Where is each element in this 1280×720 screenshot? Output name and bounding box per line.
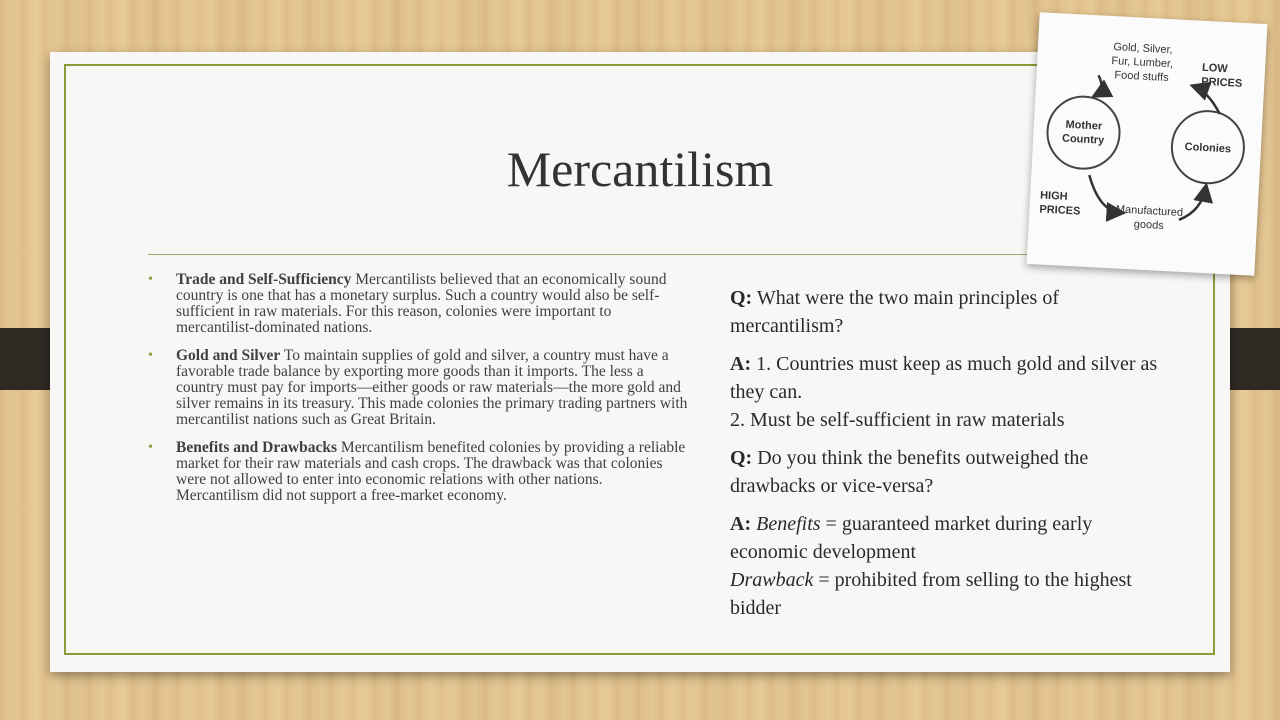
bullet-text: Mercantilism benefited colonies by providing a reliable market for their raw materials and cash crops. The drawback was that colonies were not allowed to enter into economic relations with other nations. Mercantilism did not support a free-market economy. — [176, 439, 686, 504]
a2-drawback-text: = prohibited from selling to the highest bidder — [730, 569, 1132, 619]
low-prices-label-2: PRICES — [1201, 75, 1243, 90]
a1-line2: 2. Must be self-sufficient in raw materials — [730, 409, 1065, 431]
answer-1 — [730, 350, 1170, 434]
answer-2 — [730, 510, 1170, 622]
bullet-heading: Benefits and Drawbacks — [176, 439, 338, 456]
bullet-trade-self-sufficiency — [148, 272, 688, 336]
qa-section — [730, 284, 1170, 632]
bullet-heading: Trade and Self-Sufficiency — [176, 271, 352, 288]
bullet-dot-icon: • — [148, 272, 153, 287]
mother-country-circle — [1046, 95, 1122, 171]
mother-label-2: Country — [1061, 132, 1105, 147]
trade-cycle-diagram — [1027, 12, 1268, 276]
a2-benefits-word: Benefits — [756, 513, 821, 535]
manufactured-label-2: goods — [1133, 218, 1165, 232]
bullet-benefits-drawbacks — [148, 440, 688, 504]
question-1 — [730, 284, 1170, 340]
goods-label-1: Gold, Silver, — [1113, 41, 1173, 57]
mercantilism-diagram-photo — [1027, 12, 1268, 276]
a2-benefits-text: = guaranteed market during early economic development — [730, 513, 1093, 563]
goods-label-3: Food stuffs — [1114, 69, 1169, 85]
a2-drawback-word: Drawback — [730, 569, 814, 591]
arrow-from-colonies-icon — [1193, 86, 1221, 113]
arrow-to-colonies-icon — [1179, 186, 1206, 221]
title-divider — [148, 254, 1133, 255]
a2-label: A: — [730, 513, 752, 535]
q2-label: Q: — [730, 447, 753, 469]
q2-text: Do you think the benefits outweighed the drawbacks or vice-versa? — [730, 447, 1089, 497]
q1-label: Q: — [730, 287, 753, 309]
colonies-label: Colonies — [1184, 140, 1232, 156]
bullet-list — [148, 272, 688, 516]
a1-label: A: — [730, 353, 752, 375]
arrow-to-mother-icon — [1095, 75, 1102, 95]
question-2 — [730, 444, 1170, 500]
mother-label-1: Mother — [1065, 118, 1103, 133]
bullet-text: Mercantilists believed that an economically sound country is one that has a monetary surplus. Such a country would also be self-sufficient in raw materials. For this reason, colonies were important to mercantilist-dominated nations. — [176, 271, 667, 336]
q1-text: What were the two main principles of mercantilism? — [730, 287, 1059, 337]
bullet-dot-icon: • — [148, 440, 153, 455]
goods-label-2: Fur, Lumber, — [1111, 55, 1174, 71]
slide-title: Mercantilism — [506, 141, 774, 197]
bullet-text: To maintain supplies of gold and silver, a country must have a favorable trade balance by exporting more goods than it imports. The less a country must pay for imports—either goods or raw materials—the more gold and silver remains in its treasury. This made colonies the primary trading partners with mercantilist nations such as Great Britain. — [176, 347, 688, 428]
bullet-dot-icon: • — [148, 348, 153, 363]
low-prices-label-1: LOW — [1201, 61, 1229, 76]
high-prices-label-1: HIGH — [1039, 189, 1068, 203]
bullet-gold-silver — [148, 348, 688, 428]
manufactured-label-1: Manufactured — [1115, 203, 1184, 219]
a1-line1: 1. Countries must keep as much gold and silver as they can. — [730, 353, 1158, 403]
bullet-heading: Gold and Silver — [176, 347, 281, 364]
high-prices-label-2: PRICES — [1039, 203, 1081, 218]
